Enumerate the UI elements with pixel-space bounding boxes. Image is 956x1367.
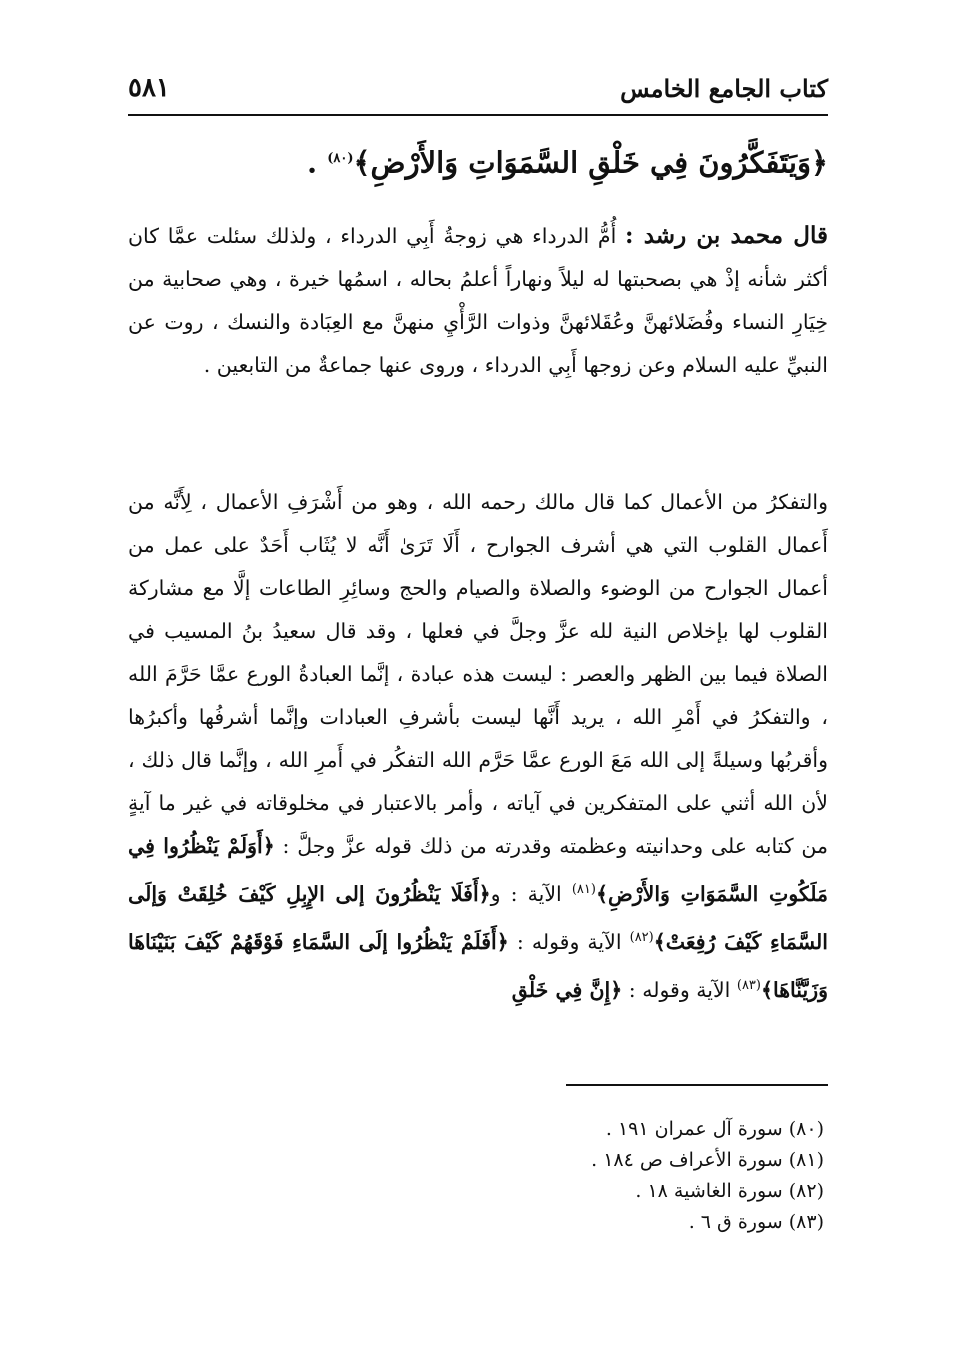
footnotes xyxy=(128,1114,828,1238)
opening-verse xyxy=(128,134,828,188)
paragraph-2 xyxy=(128,481,828,1011)
header-rule xyxy=(128,114,828,116)
quran-quote-3: ﴿أَفَلَمْ يَنْظُرُوا إلَى السَّمَاءِ فَوْقَهُمْ كَيْفَ بَنَيْنَاهَا وَزَيَّنَّاهَا﴾ xyxy=(128,929,828,1002)
paragraph-lead: قال محمد بن رشد : xyxy=(625,222,828,249)
paragraph-2-text-4: الآية وقوله : xyxy=(622,977,737,1002)
footnote-ref-83: (٨٣) xyxy=(736,977,761,993)
footnote-ref-81: (٨١) xyxy=(571,882,596,897)
footnote-83: (٨٣) سورة ق ٦ . xyxy=(688,1211,824,1233)
footnote-80: (٨٠) سورة آل عمران ١٩١ . xyxy=(605,1118,824,1140)
paragraph-2-text-3: الآية وقوله : xyxy=(508,929,630,954)
paragraph-1 xyxy=(128,214,828,387)
verse-end: . xyxy=(307,145,328,180)
running-title: كتاب الجامع الخامس xyxy=(620,73,828,103)
page-number: ٥٨١ xyxy=(128,73,170,103)
footnote-82: (٨٢) سورة الغاشية ١٨ . xyxy=(635,1180,824,1202)
quran-quote-4: ﴿إِنَّ فِي خَلْقِ xyxy=(511,977,623,1002)
footnote-ref-80: (٨٠) xyxy=(327,151,354,166)
quran-quote-1: ﴿أَوَلَمْ يَنْظُرُوا فِي مَلَكُوتِ السَّمَوَاتِ وَالأَرْضِ﴾ xyxy=(128,834,828,906)
paragraph-1-text: أُمُّ الدرداء هي زوجةُ أَبِي الدرداء ، ولذلك سئلت عمَّا كان أكثر شأنه إذْ هي بصحبتها له ليلاً ونهاراً أعلمُ بحاله ، اسمُها خيرة ، وهي صحابية من خِيَارِ النساء وفُضَلائهنَّ وعُقَلائهنَّ وذوات الرَّأْيِ منهنَّ مع العِبَادة والنسك ، روت عن النبيِّ عليه السلام وعن زوجها أَبِي الدرداء ، وروى عنها جماعةٌ من التابعين . xyxy=(128,224,828,377)
footnote-81: (٨١) سورة الأعراف ص ١٨٤ . xyxy=(591,1149,824,1171)
paragraph-2-text-1: والتفكرُ من الأعمال كما قال مالك رحمه الله ، وهو من أَشْرَفِ الأعمال ، لِأَنَّه من أَعمال القلوب التي هي أشرف الجوارح ، أَلَا تَرَىٰ أَنَّه لا يُثَاب أَحَدٌ على عمل من أعمال الجوارح من الوضوء والصلاة والصيام والحج وسائِرِ الطاعات إلَّا مع مشاركة القلوب لها بإخلاص النية لله عزَّ وجلَّ في فعلها ، وقد قال سعيدُ بنُ المسيب في الصلاة فيما بين الظهر والعصر : ليست هذه عبادة ، إنَّما العبادةُ الورع عمَّا حَرَّمَ الله ، والتفكرُ في أَمْرِ الله ، يريد أَنَّها ليست بأشرفِ العبادات وإنَّما أشرفُها وأكبرُها وأقربُها وسيلةً إلى الله مَعَ الورع عمَّا حَرَّم الله التفكُر في أَمرِ الله ، وإنَّما قال ذلك ، لأن الله أثني على المتفكرين في آياته ، وأمر بالاعتبار في مخلوقاته في غير ما آيةٍ من كتابه على وحدانيته وعظمته وقدرته من ذلك قوله عزَّ وجلَّ : xyxy=(128,490,828,858)
running-header xyxy=(128,66,828,110)
footnote-rule xyxy=(566,1084,828,1086)
paragraph-2-text-2: الآية : و xyxy=(490,881,572,906)
footnote-ref-82: (٨٢) xyxy=(629,929,654,945)
verse-text: ﴿وَيَتَفَكَّرُونَ فِي خَلْقِ السَّمَوَاتِ وَالأَرْضِ﴾ xyxy=(353,145,828,180)
quran-quote-2: ﴿أَفَلَا يَنْظُرُونَ إلى الإِبِلِ كَيْفَ خُلِقَتْ وَإلَى السَّمَاءِ كَيْفَ رُفِعَتْ﴾ xyxy=(128,881,828,954)
